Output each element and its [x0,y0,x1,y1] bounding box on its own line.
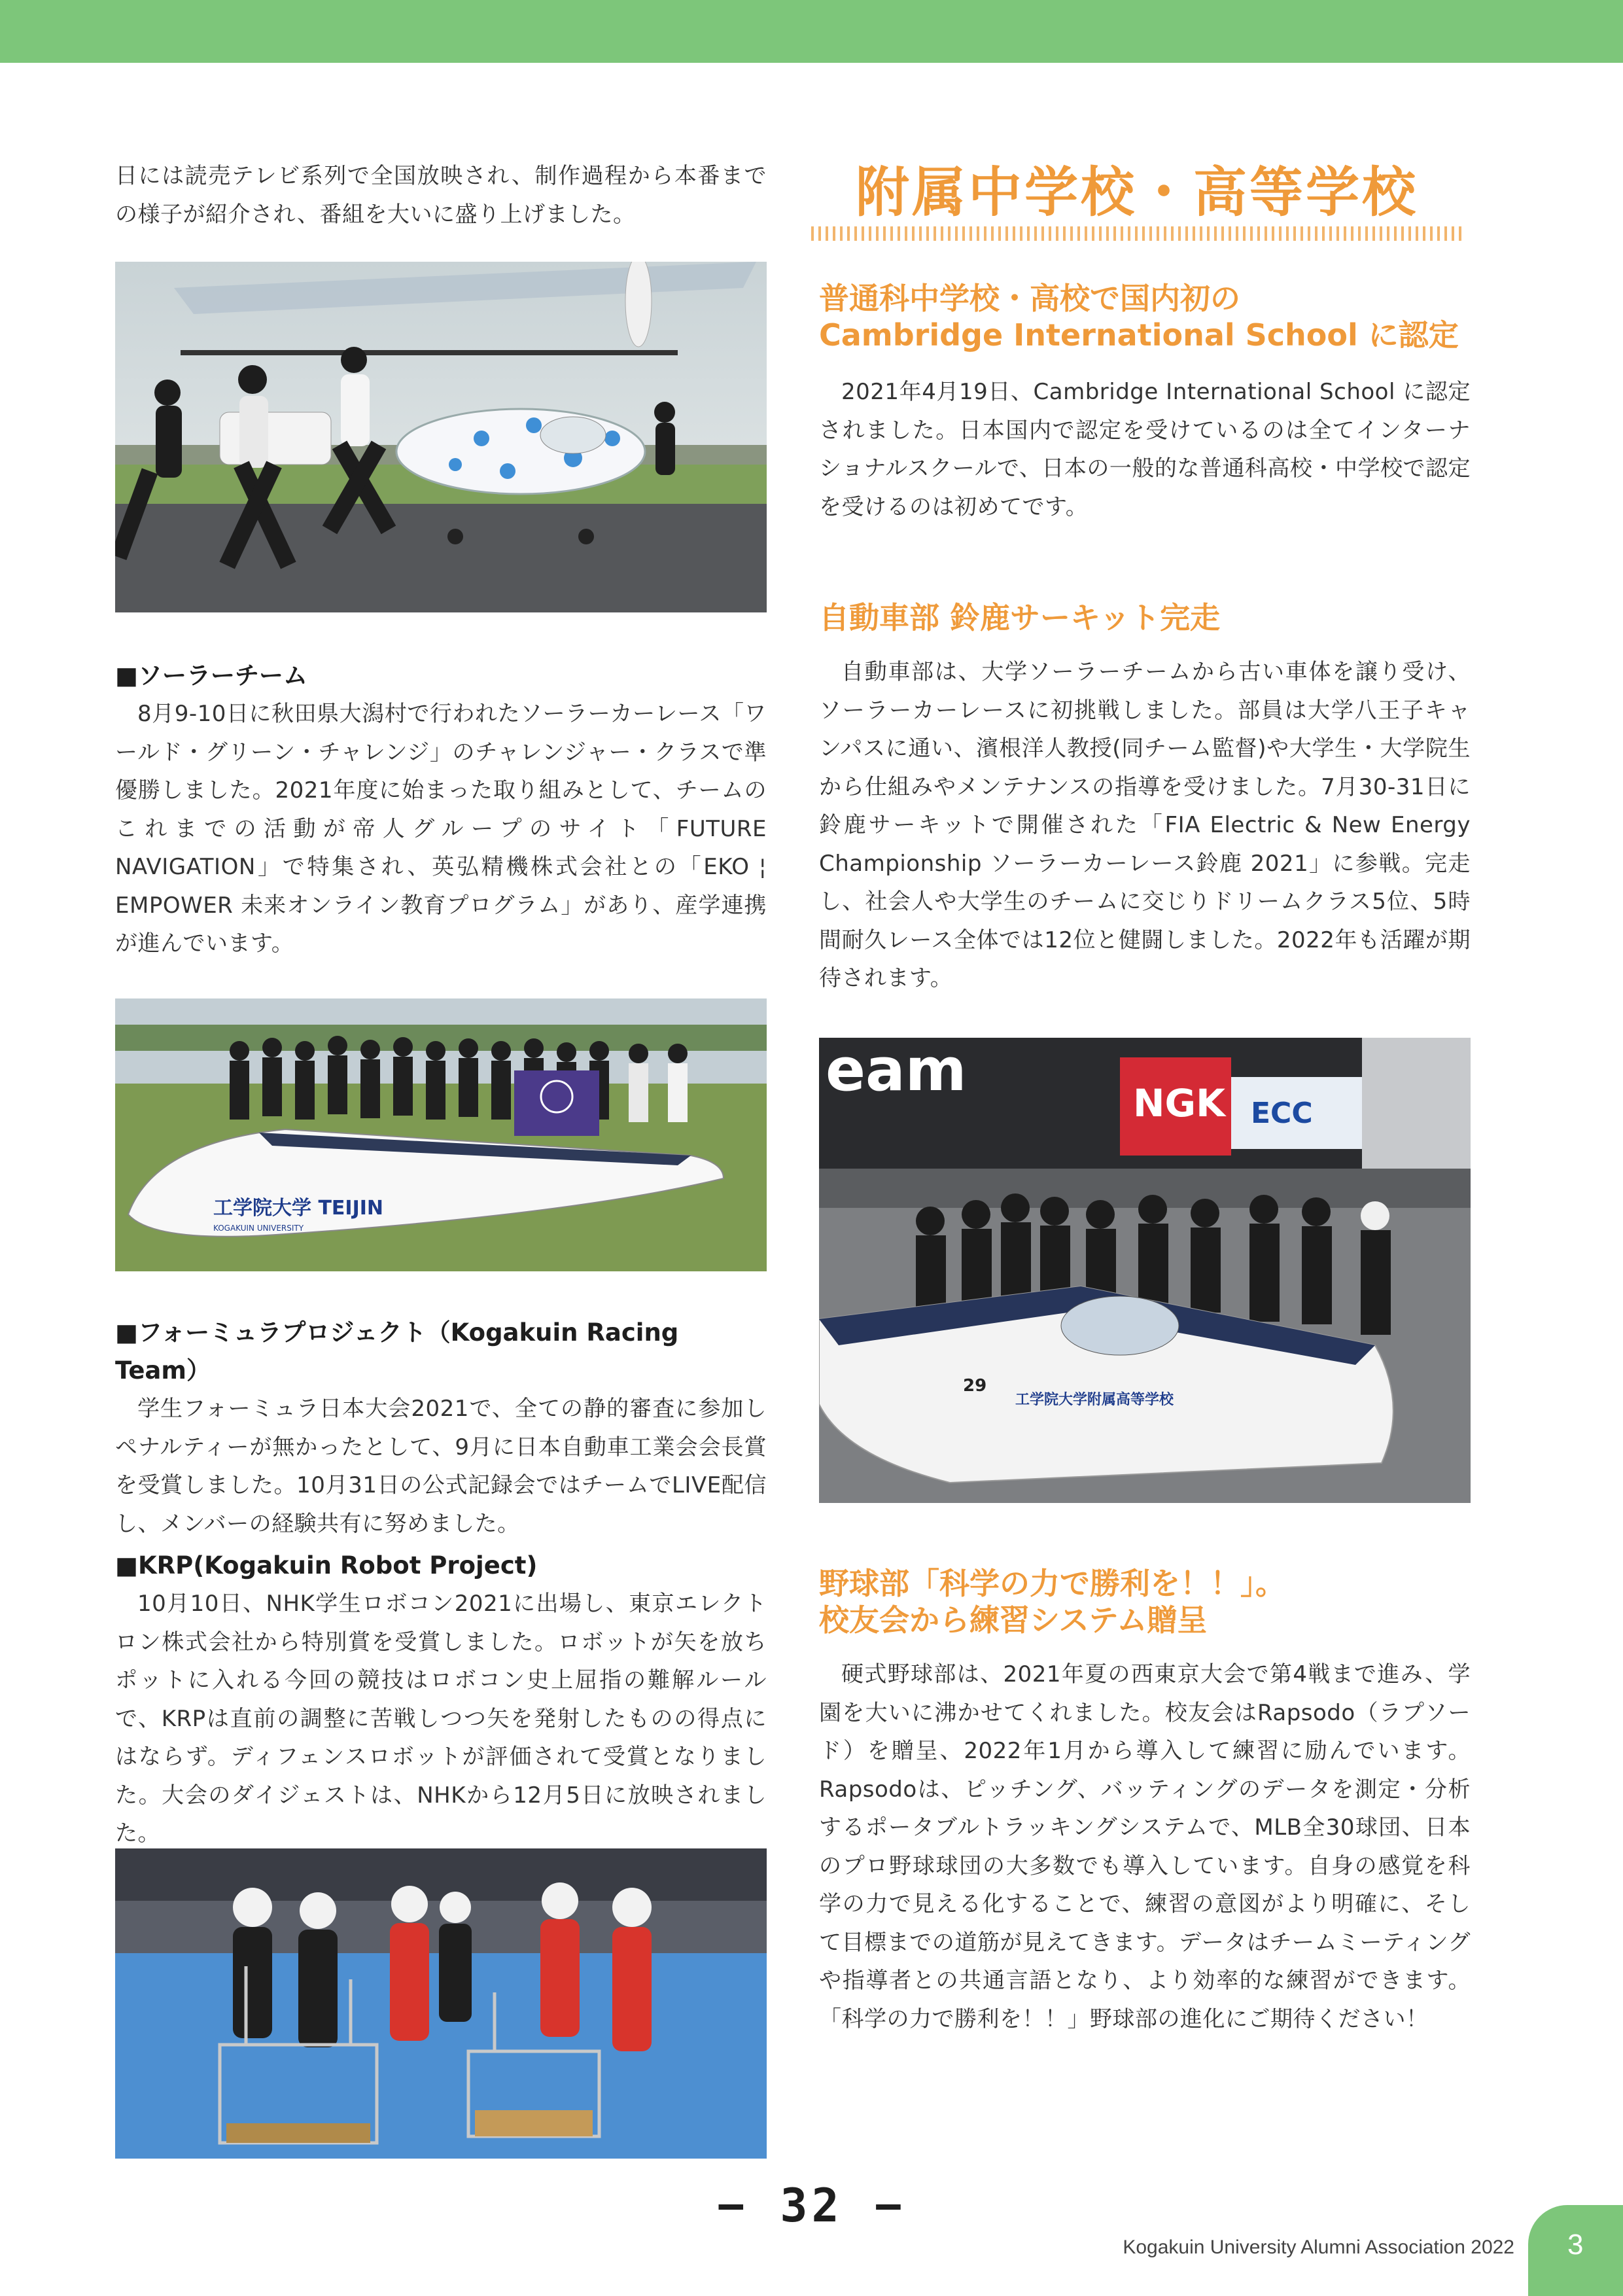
formula-section [115,1314,767,1543]
solar-car-sub-lettering: KOGAKUIN UNIVERSITY [213,1224,304,1233]
photo-robot-contest [115,1848,767,2159]
circuit-sign-ecc: ECC [1251,1097,1313,1130]
aircraft-photo-illustration [115,262,767,612]
cambridge-heading-line1: 普通科中学校・高校で国内初の [819,281,1240,316]
baseball-heading-line1: 野球部「科学の力で勝利を！！」。 [819,1566,1285,1601]
auto-club-section [819,599,1471,998]
photo-suzuka-solar-car [819,1038,1471,1503]
krp-body: 10月10日、NHK学生ロボコン2021に出場し、東京エレクトロン株式会社から特別賞を受賞しました。ロボットが矢を放ちポットに入れる今回の競技はロボコン史上屈指の難解ルールで、KRPは直前の調整に苦戦しつつ矢を発射したものの得点にはならず。ディフェンスロボットが評価されて受賞となりました。大会のダイジェストは、NHKから12月5日に放映されました。 [115,1591,767,1846]
baseball-section [819,1565,1471,2038]
krp-heading: ■KRP(Kogakuin Robot Project) [115,1551,538,1580]
auto-club-body: 自動車部は、大学ソーラーチームから古い車体を譲り受け、ソーラーカーレースに初挑戦しました。部員は大学八王子キャンパスに通い、濱根洋人教授(同チーム監督)や大学生・大学院生から仕組みやメンテナンスの指導を受けました。7月30-31日に鈴鹿サーキットで開催された「FIA Electric & New Energy Championship ソーラーカーレース鈴鹿 2021」に参戦。完走し、社会人や大学生のチームに交じりドリームクラス5位、5時間耐久レース全体では12位と健闘しました。2022年も活躍が期待されます。 [819,659,1471,991]
suzuka-photo-illustration [819,1038,1471,1503]
suzuka-car-lettering: 工学院大学附属高等学校 [1015,1392,1174,1408]
auto-club-heading: 自動車部 鈴鹿サーキット完走 [819,600,1221,635]
page-number: − 32 − [717,2179,906,2233]
circuit-sign-team: eam [826,1038,967,1104]
baseball-body: 硬式野球部は、2021年夏の西東京大会で第4戦まで進み、学園を大いに沸かせてくれました。校友会はRapsodo（ラプソード）を贈呈、2022年1月から導入して練習に励んでいます。Rapsodoは、ピッチング、バッティングのデータを測定・分析するポータブルトラッキングシステムで、MLB全30球団、日本のプロ野球球団の大多数でも導入しています。自身の感覚を科学の力で見える化することで、練習の意図がより明確に、そして目標までの道筋が見えてきます。データはチームミーティングや指導者との共通言語となり、より効率的な練習ができます。「科学の力で勝利を！！」野球部の進化にご期待ください！ [819,1661,1471,2032]
top-accent-bar [0,0,1623,63]
section-title: 附属中学校・高等学校 [855,162,1418,224]
section-title-rule [811,226,1463,241]
baseball-heading-line2: 校友会から練習システム贈呈 [819,1602,1208,1638]
photo-solar-car-team [115,998,767,1271]
publication-name: Kogakuin University Alumni Association 2022 [1123,2236,1514,2258]
race-number: 29 [963,1376,987,1396]
formula-heading: ■フォーミュラプロジェクト（Kogakuin Racing Team） [115,1318,679,1385]
solar-team-body: 8月9-10日に秋田県大潟村で行われたソーラーカーレース「ワールド・グリーン・チャレンジ」のチャレンジャー・クラスで準優勝しました。2021年度に始まった取り組みとして、チームのこれまでの活動が帝人グループのサイト「FUTURE NAVIGATION」で特集され、英弘精機株式会社との「EKO ¦ EMPOWER 未来オンライン教育プログラム」があり、産学連携が進んでいます。 [115,701,767,957]
photo-human-powered-aircraft [115,262,767,612]
solar-car-lettering: 工学院大学 TEIJIN [213,1197,383,1220]
robot-photo-illustration [115,1848,767,2159]
solar-team-section [115,657,767,963]
intro-paragraph: 日には読売テレビ系列で全国放映され、制作過程から本番までの様子が紹介され、番組を大いに盛り上げました。 [115,163,767,228]
formula-body: 学生フォーミュラ日本大会2021で、全ての静的審査に参加しペナルティーが無かったとして、9月に日本自動車工業会会長賞を受賞しました。10月31日の公式記録会ではチームでLIVE配信し、メンバーの経験共有に努めました。 [115,1396,767,1537]
solar-team-heading: ■ソーラーチーム [115,662,307,690]
footer-page-tab [1528,2205,1623,2296]
footer-tab-number: 3 [1567,2229,1584,2261]
solar-team-photo-illustration [115,998,767,1271]
krp-section [115,1547,767,1853]
circuit-sign-ngk: NGK [1133,1081,1226,1125]
cambridge-body: 2021年4月19日、Cambridge International School に認定されました。日本国内で認定を受けているのは全てインターナショナルスクールで、日本の一般的な普通科高校・中学校で認定を受けるのは初めてです。 [819,379,1471,520]
cambridge-heading-line2: Cambridge International School に認定 [819,317,1459,353]
cambridge-section [819,280,1471,526]
left-column [115,157,767,234]
